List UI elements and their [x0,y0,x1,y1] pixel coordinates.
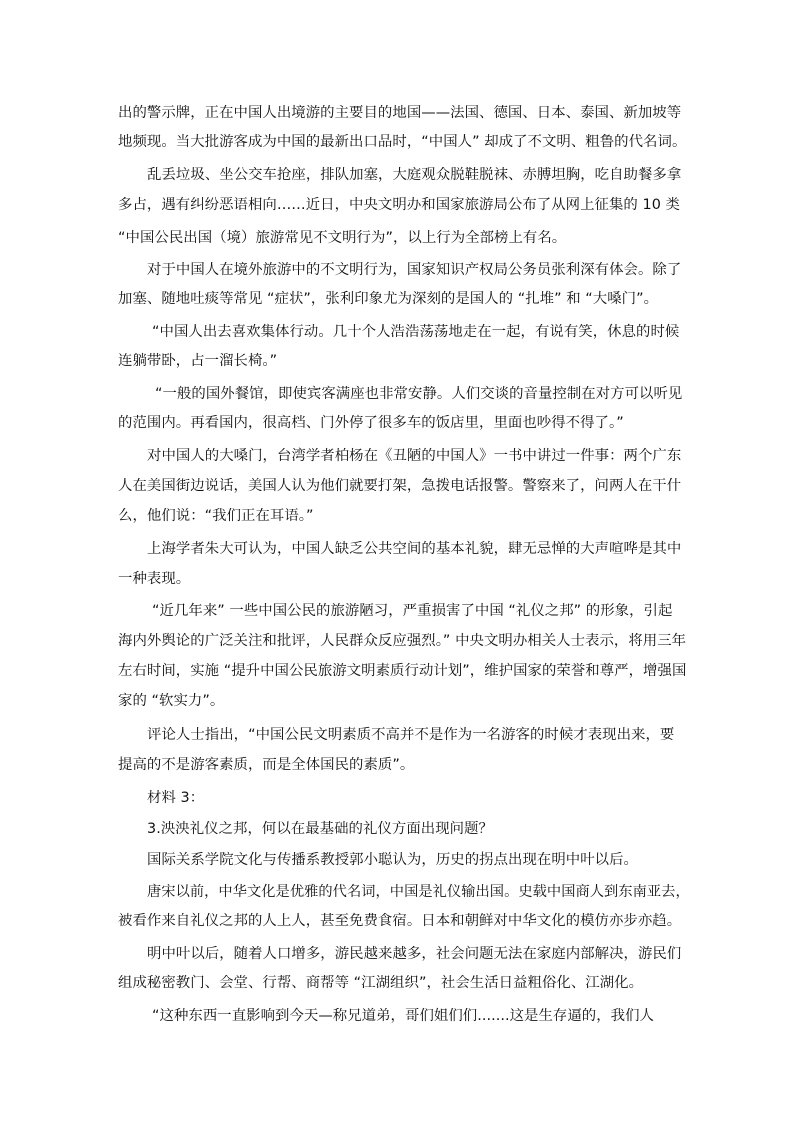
text-line: 对中国人的大嗓门，台湾学者柏杨在《丑陋的中国人》一书中讲过一件事：两个广东 [147,448,682,464]
text-line: “中国公民出国（境）旅游常见不文明行为”，以上行为全部榜上有名。 [118,230,567,246]
text-line: 出的警示牌，正在中国人出境游的主要目的地国——法国、德国、日本、泰国、新加坡等 [118,105,682,121]
text-line: 加塞、随地吐痰等常见 “症状”，张利印象尤为深刻的是国人的 “扎堆” 和 “大嗓门”。 [118,291,659,307]
text-line: 连躺带卧，占一溜长椅。” [118,353,278,369]
text-line: 组成秘密教门、会堂、行帮、商帮等 “江湖组织”，社会生活日益粗俗化、江湖化。 [118,975,644,991]
text-line: 被看作来自礼仪之邦的人上人，甚至免费食宿。日本和朝鲜对中华文化的模仿亦步亦趋。 [118,913,682,929]
text-line: 的范围内。再看国内，很高档、门外停了很多车的饭店里，里面也吵得不得了。” [118,415,624,431]
text-line: 评论人士指出，“中国公民文明素质不高并不是作为一名游客的时候才表现出来，要 [147,727,675,743]
text-line: 海内外舆论的广泛关注和批评，人民群众反应强烈。” 中央文明办相关人士表示，将用三年 [118,633,687,649]
text-line: “这种东西一直影响到今天—称兄道弟，哥们姐们们.......这是生存逼的，我们人 [152,1008,654,1024]
text-line: 多占，遇有纠纷恶语相向……近日，中央文明办和国家旅游局公布了从网上征集的 10 类 [118,197,680,213]
text-line: 对于中国人在境外旅游中的不文明行为，国家知识产权局公务员张利深有体会。除了 [147,262,682,278]
text-line: 国际关系学院文化与传播系教授郭小聪认为，历史的拐点出现在明中叶以后。 [147,852,638,868]
text-line: 上海学者朱大可认为，中国人缺乏公共空间的基本礼貌，肆无忌惮的大声喧哗是其中 [147,541,682,557]
text-line: 左右时间，实施 “提升中国公民旅游文明素质行动计划”，维护国家的荣誉和尊严，增强国 [118,663,687,679]
text-line: “一般的国外餐馆，即使宾客满座也非常安静。人们交谈的音量控制在对方可以听见 [155,386,683,402]
text-line: 乱丢垃圾、坐公交车抢座，排队加塞，大庭观众脱鞋脱袜、赤膊坦胸，吃自助餐多拿 [147,167,682,183]
text-line: 人在美国街边说话，美国人认为他们就要打架，急拨电话报警。警察来了，问两人在干什 [118,478,682,494]
text-line: 一种表现。 [118,571,191,587]
text-line: 么，他们说：“我们正在耳语。” [118,508,314,524]
text-line: “中国人出去喜欢集体行动。几十个人浩浩荡荡地走在一起，有说有笑，休息的时候 [152,324,680,340]
text-line: “近几年来” 一些中国公民的旅游陋习，严重损害了中国 “礼仪之邦” 的形象，引起 [152,603,673,619]
text-line: 提高的不是游客素质，而是全体国民的素质”。 [118,757,415,773]
text-line: 唐宋以前，中华文化是优雅的代名词，中国是礼仪输出国。史载中国商人到东南亚去， [147,884,690,900]
section-heading: 材料 3： [147,790,205,806]
question-heading: 3.泱泱礼仪之邦，何以在最基础的礼仪方面出现问题？ [147,821,493,837]
text-line: 家的 “软实力”。 [118,693,225,709]
text-line: 地频现。当大批游客成为中国的最新出口品时，“中国人” 却成了不文明、粗鲁的代名词。 [118,134,687,150]
text-line: 明中叶以后，随着人口增多，游民越来越多，社会问题无法在家庭内部解决，游民们 [147,946,682,962]
